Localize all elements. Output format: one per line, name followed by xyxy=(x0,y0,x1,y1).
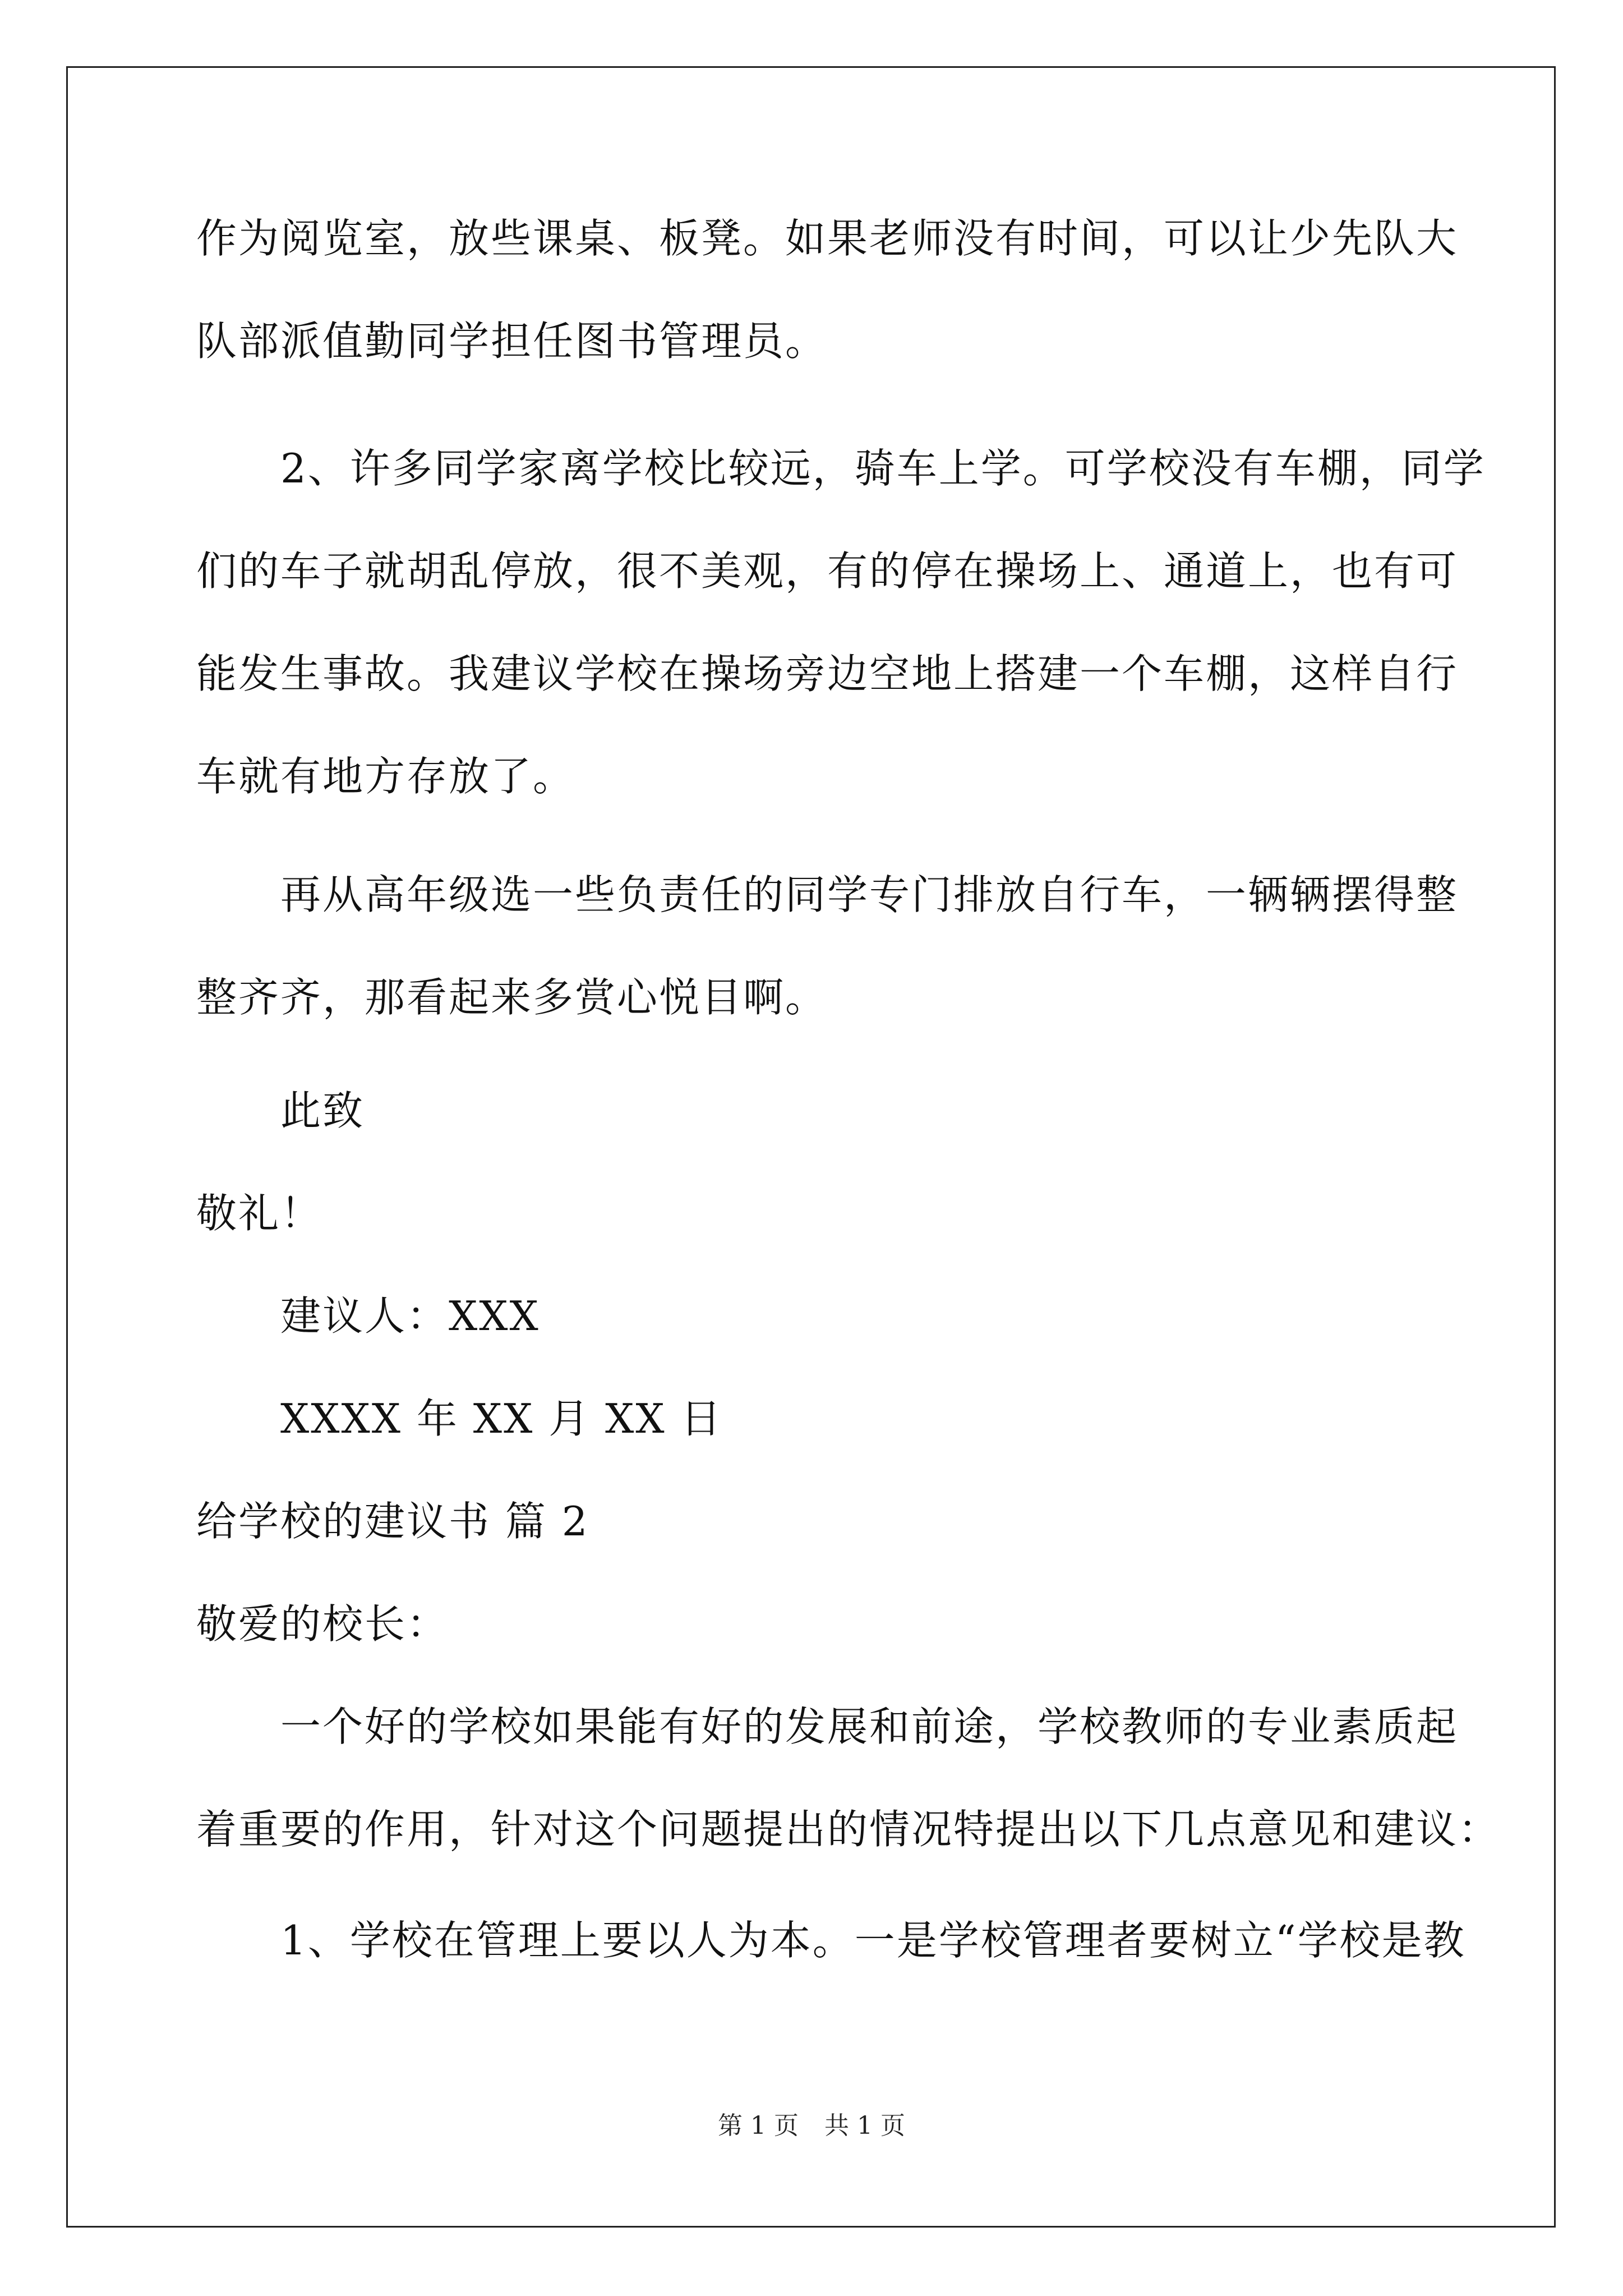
body-line: 一个好的学校如果能有好的发展和前途，学校教师的专业素质起 xyxy=(280,1703,1459,1750)
body-line: 着重要的作用，针对这个问题提出的情况特提出以下几点意见和建议： xyxy=(196,1806,1501,1853)
body-line: 再从高年级选一些负责任的同学专门排放自行车，一辆辆摆得整 xyxy=(280,871,1459,918)
body-line: 能发生事故。我建议学校在操场旁边空地上搭建一个车棚，这样自行 xyxy=(196,650,1459,697)
closing-regards: 敬礼！ xyxy=(196,1190,323,1237)
body-line: 们的车子就胡乱停放，很不美观，有的停在操场上、通道上，也有可 xyxy=(196,547,1459,595)
body-line: 整齐齐，那看起来多赏心悦目啊。 xyxy=(196,974,828,1021)
section-title: 给学校的建议书 篇 2 xyxy=(196,1498,589,1545)
body-line: 2、许多同学家离学校比较远，骑车上学。可学校没有车棚，同学 xyxy=(280,445,1486,492)
closing-salutation: 此致 xyxy=(280,1087,365,1134)
body-line: 作为阅览室，放些课桌、板凳。如果老师没有时间，可以让少先队大 xyxy=(196,215,1459,262)
page-border xyxy=(66,66,1556,2228)
page-footer xyxy=(0,2110,1623,2142)
body-line: 车就有地方存放了。 xyxy=(196,753,575,800)
greeting-line: 敬爱的校长： xyxy=(196,1600,449,1648)
page-number: 第 1 页 xyxy=(718,2111,799,2140)
date-line: XXXX 年 XX 月 XX 日 xyxy=(280,1395,723,1442)
body-line: 1、学校在管理上要以人为本。一是学校管理者要树立“学校是教 xyxy=(280,1917,1466,1964)
body-line: 队部派值勤同学担任图书管理员。 xyxy=(196,318,828,365)
proposer-line: 建议人：XXX xyxy=(280,1292,540,1340)
page-total: 共 1 页 xyxy=(824,2111,905,2140)
